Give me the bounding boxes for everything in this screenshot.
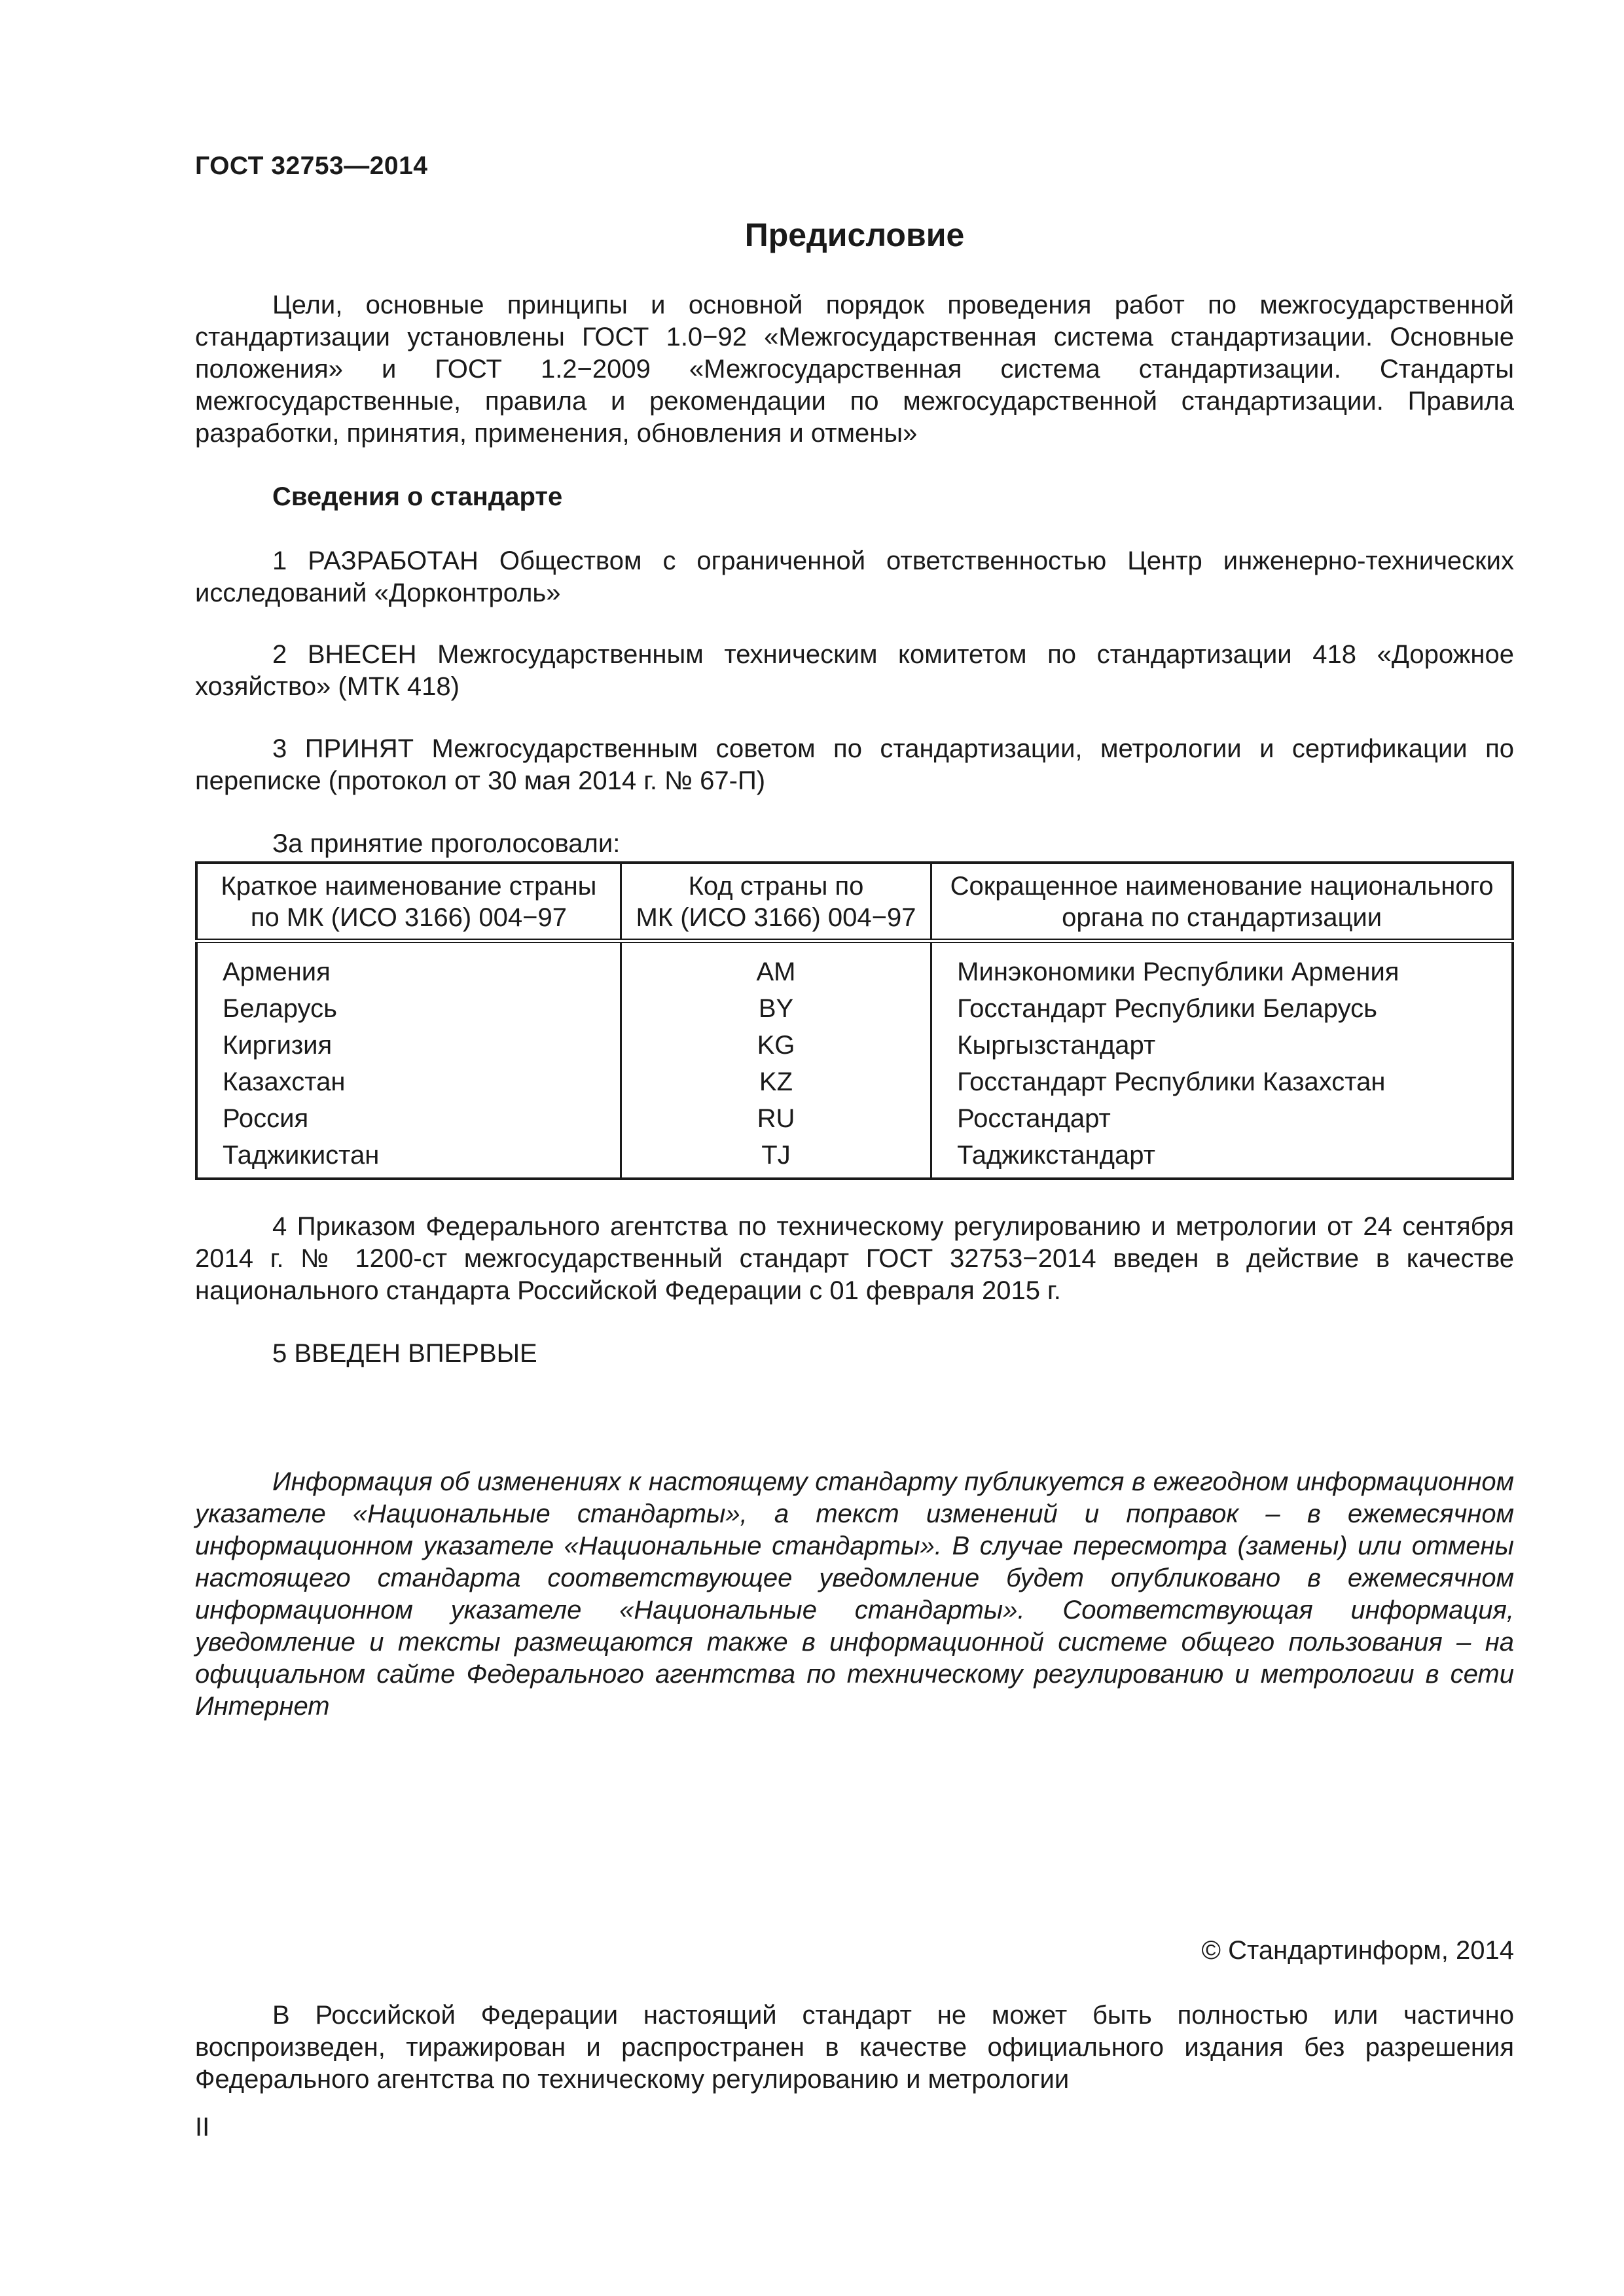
rights-notice: В Российской Федерации настоящий стандарт не может быть полностью или частично воспроизведен, тиражирован и распространен в качестве официального издания без разрешения Федерального агентства по техническому регулированию и метрологии (195, 2001, 1514, 2094)
item-3-paragraph: 3 ПРИНЯТ Межгосударственным советом по стандартизации, метрологии и сертификации по переписке (протокол от 30 мая 2014 г. № 67-П) (195, 734, 1514, 795)
country-cell: Армения (223, 958, 331, 986)
code-cell: TJ (621, 1137, 931, 1179)
page-number: II (195, 2113, 210, 2142)
table-row (196, 1137, 1513, 1179)
table-row (196, 990, 1513, 1027)
item-1-paragraph: 1 РАЗРАБОТАН Обществом с ограниченной ответственностью Центр инженерно-технических исследований «Дорконтроль» (195, 547, 1514, 607)
member-countries-table (195, 861, 1514, 1180)
voted-label: За принятие проголосовали: (272, 829, 621, 858)
table-header-row (196, 863, 1513, 941)
country-cell: Россия (223, 1104, 309, 1133)
body-cell: Таджикстандарт (931, 1137, 1513, 1179)
table-row (196, 1064, 1513, 1100)
code-cell: KZ (621, 1064, 931, 1100)
body-cell: Кыргызстандарт (931, 1027, 1513, 1064)
body-cell: Госстандарт Республики Казахстан (931, 1064, 1513, 1100)
document-code-header: ГОСТ 32753—2014 (195, 152, 428, 180)
code-cell: KG (621, 1027, 931, 1064)
item-2-paragraph: 2 ВНЕСЕН Межгосударственным техническим комитетом по стандартизации 418 «Дорожное хозяйство» (МТК 418) (195, 640, 1514, 701)
header-country-name: Краткое наименование страны по МК (ИСО 3166) 004−97 (196, 863, 621, 941)
intro-paragraph: Цели, основные принципы и основной порядок проведения работ по межгосударственной стандартизации установлены ГОСТ 1.0−92 «Межгосударственная система стандартизации. Основные положения» и ГОСТ 1.2−2009 «Межгосударственная система стандартизации. Стандарты межгосударственные, правила и рекомендации по межгосударственной стандартизации. Правила разработки, принятия, применения, обновления и отмены» (195, 291, 1514, 448)
table-row (196, 941, 1513, 991)
table-row (196, 1100, 1513, 1137)
item-5-paragraph: 5 ВВЕДЕН ВПЕРВЫЕ (272, 1339, 537, 1368)
country-cell: Таджикистан (223, 1141, 380, 1170)
body-cell: Госстандарт Республики Беларусь (931, 990, 1513, 1027)
page-title: Предисловие (744, 217, 965, 253)
header-country-code: Код страны по МК (ИСО 3166) 004−97 (621, 863, 931, 941)
code-cell: RU (621, 1100, 931, 1137)
section-heading: Сведения о стандарте (272, 482, 563, 511)
country-cell: Беларусь (223, 994, 337, 1023)
copyright-notice: © Стандартинформ, 2014 (1201, 1936, 1514, 1965)
body-cell: Минэкономики Республики Армения (931, 941, 1513, 991)
changes-info-note: Информация об изменениях к настоящему стандарту публикуется в ежегодном информационном указателе «Национальные стандарты», а текст изменений и поправок – в ежемесячном информационном указателе «Национальные стандарты». В случае пересмотра (замены) или отмены настоящего стандарта соответствующее уведомление будет опубликовано в ежемесячном информационном указателе «Национальные стандарты». Соответствующая информация, уведомление и тексты размещаются также в информационной системе общего пользования – на официальном сайте Федерального агентства по техническому регулированию и метрологии в сети Интернет (195, 1467, 1514, 1721)
header-standards-body: Сокращенное наименование национального органа по стандартизации (931, 863, 1513, 941)
code-cell: AM (621, 941, 931, 991)
code-cell: BY (621, 990, 931, 1027)
item-4-paragraph: 4 Приказом Федерального агентства по техническому регулированию и метрологии от 24 сентября 2014 г. № 1200-ст межгосударственный стандарт ГОСТ 32753−2014 введен в действие в качестве национального стандарта Российской Федерации с 01 февраля 2015 г. (195, 1212, 1514, 1305)
table-row (196, 1027, 1513, 1064)
country-cell: Казахстан (223, 1067, 346, 1096)
country-cell: Киргизия (223, 1031, 333, 1060)
body-cell: Росстандарт (931, 1100, 1513, 1137)
